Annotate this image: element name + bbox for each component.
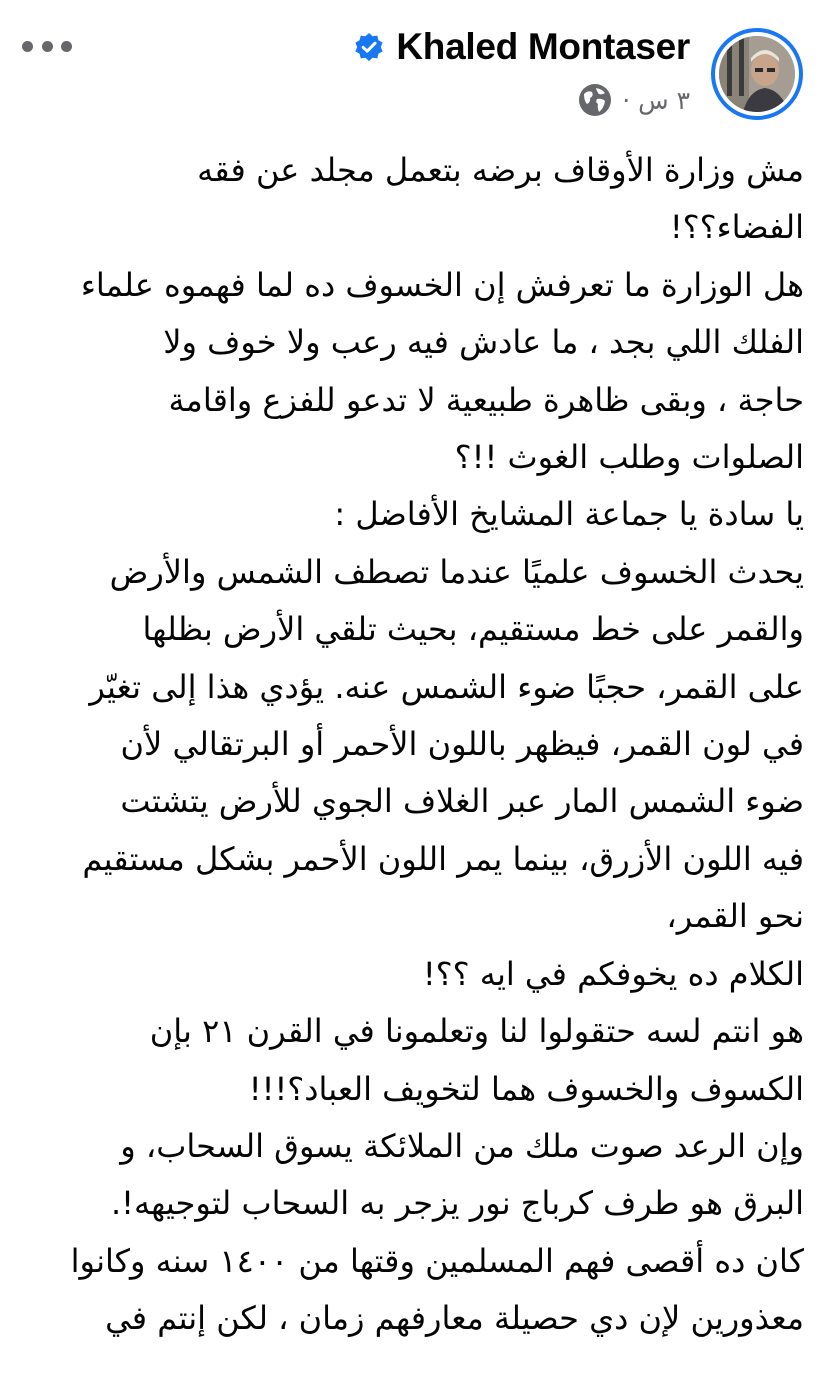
post-line: كان ده أقصى فهم المسلمين وقتها من ١٤٠٠ سنه وكانوا <box>70 1241 804 1280</box>
post-line: ضوء الشمس المار عبر الغلاف الجوي للأرض يتشتت <box>120 782 804 821</box>
post-line: والقمر على خط مستقيم، بحيث تلقي الأرض بظلها <box>142 610 804 649</box>
post-line: الكسوف والخسوف هما لتخويف العباد؟!!! <box>248 1069 804 1108</box>
post-body <box>38 142 804 1348</box>
post-line: الفضاء؟؟! <box>669 208 804 247</box>
avatar[interactable] <box>711 28 803 120</box>
post-line: وإن الرعد صوت ملك من الملائكة يسوق السحاب، و <box>120 1126 804 1165</box>
more-options-icon-dot <box>61 41 72 52</box>
more-options-icon-dot <box>42 41 53 52</box>
post-line: هل الوزارة ما تعرفش إن الخسوف ده لما فهموه علماء <box>80 265 804 304</box>
post-line: في لون القمر، فيظهر باللون الأحمر أو البرتقالي لأن <box>120 725 804 764</box>
post-line: الصلوات وطلب الغوث !!؟ <box>454 438 804 477</box>
post-line: فيه اللون الأزرق، بينما يمر اللون الأحمر بشكل مستقيم <box>82 839 804 878</box>
post-line: الفلك اللي بجد ، ما عادش فيه رعب ولا خوف ولا <box>163 323 804 362</box>
more-options-button[interactable] <box>22 26 72 66</box>
post-meta <box>578 80 690 120</box>
author-name[interactable]: Khaled Montaser <box>396 26 690 67</box>
post-line: البرق هو طرف كرباج نور يزجر به السحاب لتوجيهه!. <box>110 1184 804 1223</box>
post-line: مش وزارة الأوقاف برضه بتعمل مجلد عن فقه <box>197 151 804 189</box>
post-line: حاجة ، وبقى ظاهرة طبيعية لا تدعو للفزع واقامة <box>168 380 804 419</box>
post-line: معذورين لإن دي حصيلة معارفهم زمان ، لكن إنتم في <box>105 1299 804 1338</box>
profile-photo-art <box>719 36 795 112</box>
profile-photo <box>719 36 795 112</box>
post-header <box>0 0 828 140</box>
post-line: الكلام ده يخوفكم في ايه ؟؟! <box>422 954 804 993</box>
verified-badge-icon <box>354 32 384 62</box>
post-line: نحو القمر، <box>666 897 804 936</box>
post-line: يحدث الخسوف علميًا عندما تصطف الشمس والأرض <box>109 552 804 591</box>
author-row <box>354 22 690 72</box>
post-line: هو انتم لسه حتقولوا لنا وتعلمونا في القرن ٢١ بإن <box>149 1012 804 1051</box>
post-timestamp[interactable]: ٣ س · <box>622 85 690 115</box>
post-line: على القمر، حجبًا ضوء الشمس عنه. يؤدي هذا إلى تغيّر <box>89 667 804 706</box>
more-options-icon <box>22 41 33 52</box>
post-line: يا سادة يا جماعة المشايخ الأفاضل : <box>334 495 804 534</box>
globe-icon[interactable] <box>578 83 612 117</box>
